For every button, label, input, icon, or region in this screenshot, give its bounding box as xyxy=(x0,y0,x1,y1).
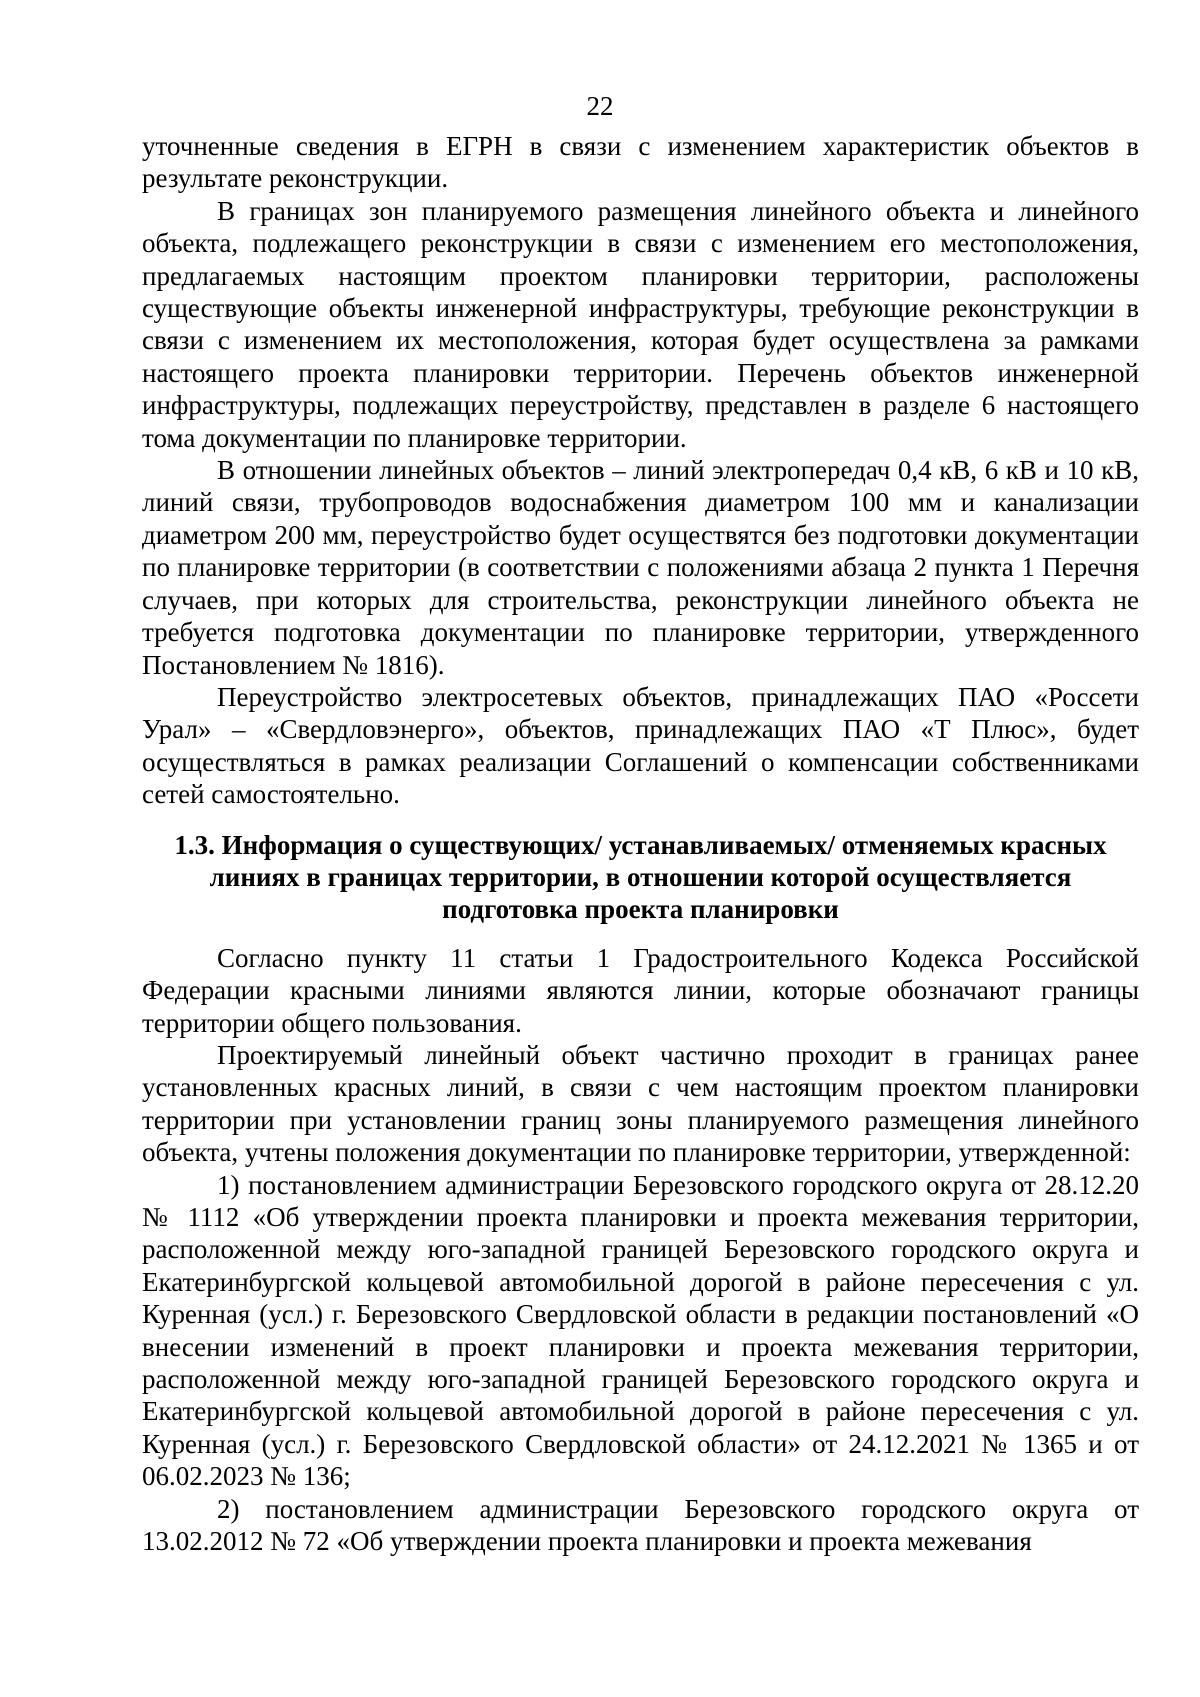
list-item-resolution-2: 2) постановлением администрации Березовского городского округа от 13.02.2012 № 72 «Об утверждении проекта планировки и проекта межевания xyxy=(142,1493,1139,1557)
paragraph-red-lines-definition: Согласно пункту 11 статьи 1 Градостроительного Кодекса Российской Федерации красными линиями являются линии, которые обозначают границы территории общего пользования. xyxy=(142,942,1139,1038)
section-heading-red-lines: 1.3. Информация о существующих/ устанавливаемых/ отменяемых красных линиях в границах территории, в отношении которой осуществляется подготовка проекта планировки xyxy=(174,829,1107,925)
paragraph-continuation: уточненные сведения в ЕГРН в связи с изменением характеристик объектов в результате реконструкции. xyxy=(142,131,1139,194)
list-item-resolution-1: 1) постановлением администрации Березовского городского округа от 28.12.20 № 1112 «Об утверждении проекта планировки и проекта межевания территории, расположенной между юго-западной границей Березовского городского округа и Екатеринбургской кольцевой автомобильной дорогой в районе пересечения с ул. Куренная (усл.) г. Березовского Свердловской области в редакции постановлений «О внесении изменений в проект планировки и проекта межевания территории, расположенной между юго-западной границей Березовского городского округа и Екатеринбургской кольцевой автомобильной дорогой в районе пересечения с ул. Куренная (усл.) г. Березовского Свердловской области» от 24.12.2021 № 1365 и от 06.02.2023 № 136; xyxy=(142,1169,1139,1492)
page-number: 22 xyxy=(586,91,614,121)
paragraph-linear-objects: В отношении линейных объектов – линий электропередач 0,4 кВ, 6 кВ и 10 кВ, линий связи, трубопроводов водоснабжения диаметром 100 мм и канализации диаметром 200 мм, переустройство будет осуществятся без подготовки документации по планировке территории (в соответствии с положениями абзаца 2 пункта 1 Перечня случаев, при которых для строительства, реконструкции линейного объекта не требуется подготовка документации по планировке территории, утвержденного Постановлением № 1816). xyxy=(142,455,1139,680)
paragraph-power-grid-objects: Переустройство электросетевых объектов, принадлежащих ПАО «Россети Урал» – «Свердловэнерго», объектов, принадлежащих ПАО «Т Плюс», будет осуществляться в рамках реализации Соглашений о компенсации собственниками сетей самостоятельно. xyxy=(142,681,1139,810)
paragraph-engineering-infrastructure: В границах зон планируемого размещения линейного объекта и линейного объекта, подлежащего реконструкции в связи с изменением его местоположения, предлагаемых настоящим проектом планировки территории, расположены существующие объекты инженерной инфраструктуры, требующие реконструкции в связи с изменением их местоположения, которая будет осуществлена за рамками настоящего проекта планировки территории. Перечень объектов инженерной инфраструктуры, подлежащих переустройству, представлен в разделе 6 настоящего тома документации по планировке территории. xyxy=(142,195,1139,453)
document-body xyxy=(142,130,1139,1557)
paragraph-designed-object: Проектируемый линейный объект частично проходит в границах ранее установленных красных линий, в связи с чем настоящим проектом планировки территории при установлении границ зоны планируемого размещения линейного объекта, учтены положения документации по планировке территории, утвержденной: xyxy=(142,1039,1139,1168)
